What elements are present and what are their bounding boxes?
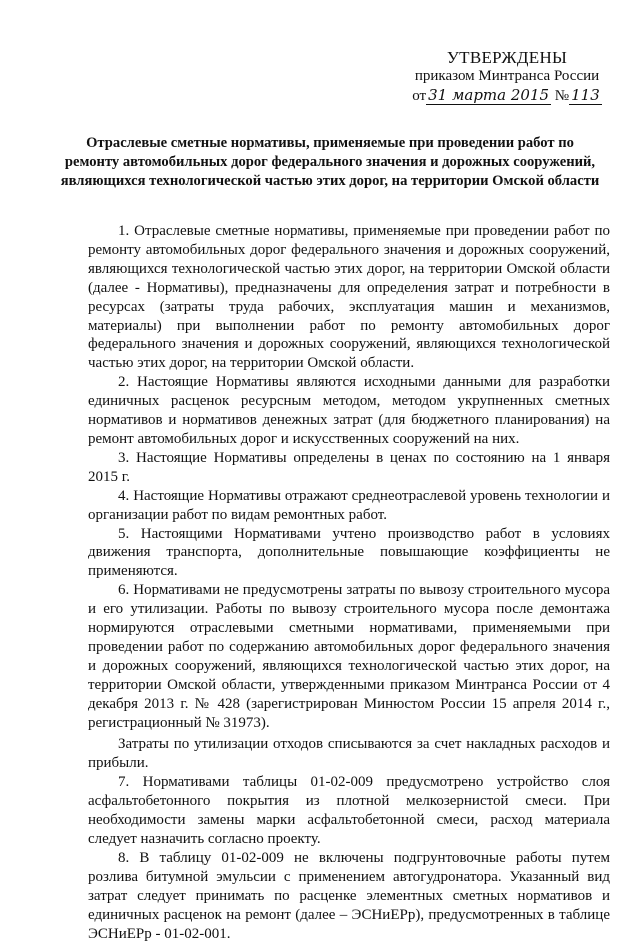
approval-heading: УТВЕРЖДЕНЫ bbox=[446, 48, 568, 67]
approval-stamp bbox=[392, 48, 622, 106]
paragraph-4: 4. Настоящие Нормативы отражают среднеотраслевой уровень технологии и организации работ по видам ремонтных работ. bbox=[88, 487, 610, 523]
approval-order-line: приказом Минтранса России bbox=[414, 68, 600, 84]
handwritten-number: 113 bbox=[571, 86, 600, 104]
paragraph-1: 1. Отраслевые сметные нормативы, применяемые при проведении работ по ремонту автомобильных дорог федерального значения и дорожных сооружений, являющихся технологической частью этих дорог, на территории Омской области (далее - Нормативы), предназначены для определения затрат и потребности в ресурсах (затраты труда рабочих, эксплуатация машин и механизмов, материалы) при выполнении работ по ремонту автомобильных дорог федерального значения и дорожных сооружений, являющихся технологической частью этих дорог, на территории Омской области. bbox=[88, 223, 610, 372]
paragraph-8: 8. В таблицу 01-02-009 не включены подгрунтовочные работы путем розлива битумной эмульсии с применением автогудронатора. Указанный вид затрат следует принимать по расценке элементных сметных нормативов и единичных расценок на ремонт (далее – ЭСНиЕРр), предусмотренных в таблице ЭСНиЕРр - 01-02-001. bbox=[88, 849, 610, 942]
paragraph-6: 6. Нормативами не предусмотрены затраты по вывозу строительного мусора и его утилизации. Работы по вывозу строительного мусора после демонтажа нормируются отраслевыми сметными нормативами, применяемыми при проведении работ по содержанию автомобильных дорог федерального значения и дорожных сооружений, являющихся технологической частью этих дорог, на территории Омской области, утвержденными приказом Минтранса России от 4 декабря 2013 г. № 428 (зарегистрирован Минюстом России 15 апреля 2014 г., регистрационный № 31973). bbox=[88, 582, 610, 731]
document-title: Отраслевые сметные нормативы, применяемые при проведении работ по ремонту автомобильных дорог федерального значения и дорожных сооружений, являющихся технологической частью этих дорог, на территории Омской области bbox=[60, 135, 600, 189]
number-prefix: № bbox=[554, 88, 570, 104]
paragraph-7: 7. Нормативами таблицы 01-02-009 предусмотрено устройство слоя асфальтобетонного покрытия из плотной мелкозернистой смеси. При необходимости замены марки асфальтобетонной смеси, расход материала следует назначить согласно проекту. bbox=[88, 774, 610, 847]
document-body bbox=[88, 222, 610, 943]
paragraph-5: 5. Настоящими Нормативами учтено производство работ в условиях движения транспорта, дополнительные повышающие коэффициенты не применяются. bbox=[88, 525, 610, 580]
date-prefix: от bbox=[412, 88, 427, 104]
handwritten-date: 31 марта 2015 bbox=[428, 86, 550, 104]
paragraph-6-note: Затраты по утилизации отходов списываются за счет накладных расходов и прибыли. bbox=[88, 736, 610, 772]
paragraph-3: 3. Настоящие Нормативы определены в ценах по состоянию на 1 января 2015 г. bbox=[88, 449, 610, 485]
paragraph-2: 2. Настоящие Нормативы являются исходными данными для разработки единичных расценок ресурсным методом, методом укрупненных сметных нормативов и нормативов денежных затрат (для бюджетного планирования) на ремонт автомобильных дорог и искусственных сооружений на них. bbox=[88, 374, 610, 447]
approval-date-line bbox=[392, 86, 622, 106]
